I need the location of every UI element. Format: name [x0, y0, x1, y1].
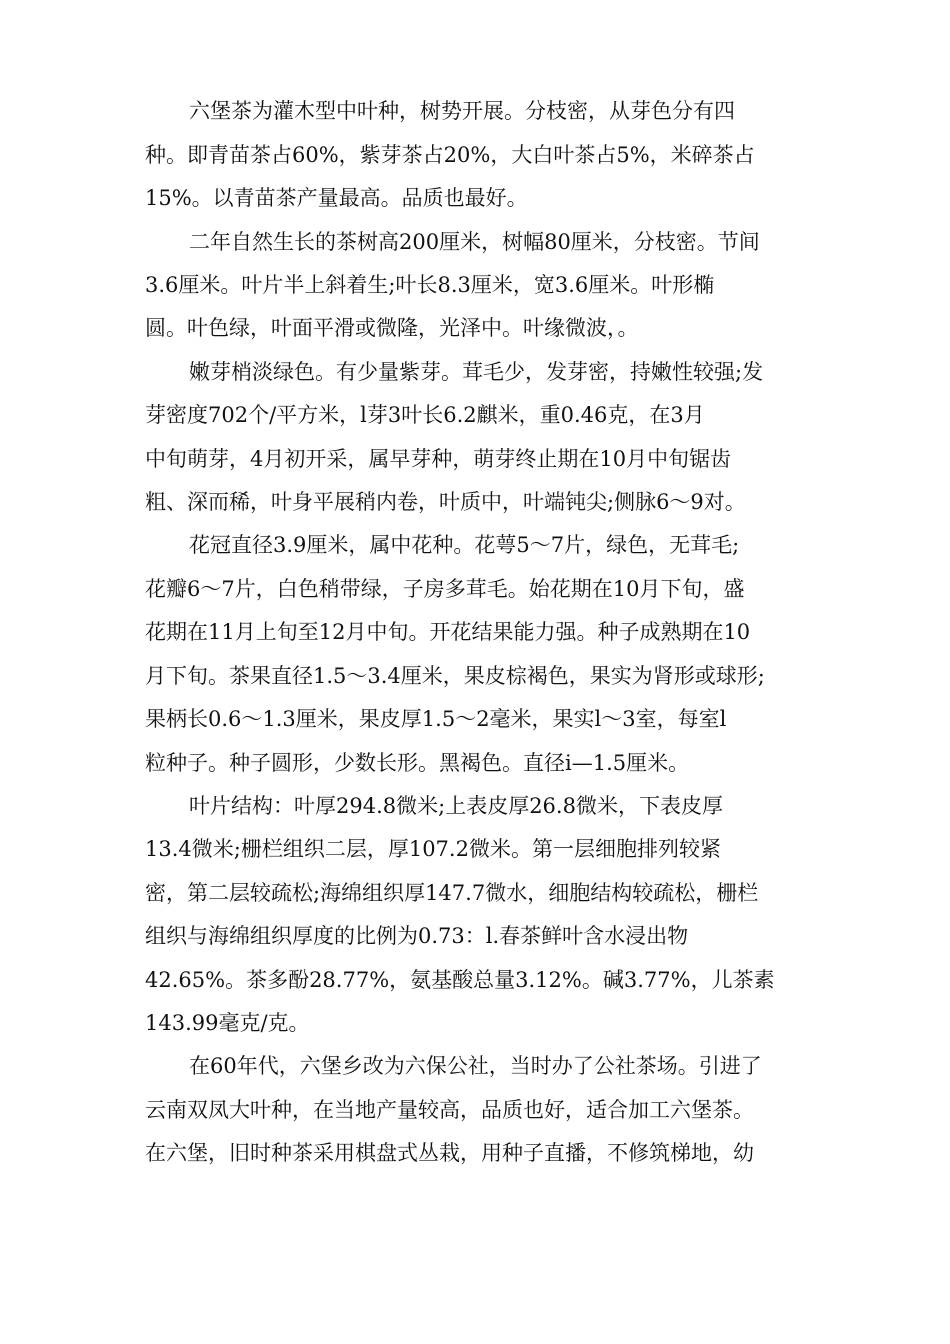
- text-line: 3.6厘米。叶片半上斜着生;叶长8.3厘米，宽3.6厘米。叶形椭: [145, 273, 715, 297]
- text-line: 15%。以青苗茶产量最高。品质也最好。: [145, 186, 528, 210]
- text-line: 花冠直径3.9厘米，属中花种。花萼5～7片，绿色，无茸毛;: [189, 533, 740, 557]
- text-line: 中旬萌芽，4月初开采，属早芽种，萌芽终止期在10月中旬锯齿: [145, 447, 732, 471]
- text-line: 粗、深而稀，叶身平展稍内卷，叶质中，叶端钝尖;侧脉6～9对。: [145, 490, 746, 514]
- text-line: 13.4微米;栅栏组织二层，厚107.2微米。第一层细胞排列较紧: [145, 837, 721, 861]
- text-line: 花期在11月上旬至12月中旬。开花结果能力强。种子成熟期在10: [145, 620, 751, 644]
- text-line: 云南双凤大叶种，在当地产量较高，品质也好，适合加工六堡茶。: [145, 1098, 754, 1122]
- text-line: 圆。叶色绿，叶面平滑或微隆，光泽中。叶缘微波，。: [145, 316, 639, 340]
- text-line: 42.65%。茶多酚28.77%，氨基酸总量3.12%。碱3.77%，儿茶素: [145, 968, 775, 992]
- text-line: 芽密度702个/平方米，l芽3叶长6.2麒米，重0.46克，在3月: [145, 403, 705, 427]
- text-line: 果柄长0.6～1.3厘米，果皮厚1.5～2毫米，果实l～3室，每室l: [145, 707, 727, 731]
- text-line: 在60年代，六堡乡改为六保公社，当时办了公社茶场。引进了: [189, 1054, 762, 1078]
- text-line: 密，第二层较疏松;海绵组织厚147.7微水，细胞结构较疏松，栅栏: [145, 881, 759, 905]
- text-line: 组织与海绵组织厚度的比例为0.73：l.春茶鲜叶含水浸出物: [145, 924, 689, 948]
- text-line: 花瓣6～7片，白色稍带绿，子房多茸毛。始花期在10月下旬，盛: [145, 577, 745, 601]
- text-line: 粒种子。种子圆形，少数长形。黑褐色。直径i—1.5厘米。: [145, 751, 690, 775]
- text-line: 在六堡，旧时种茶采用棋盘式丛栽，用种子直播，不修筑梯地，幼: [145, 1141, 754, 1165]
- text-line: 叶片结构：叶厚294.8微米;上表皮厚26.8微米，下表皮厚: [189, 794, 723, 818]
- text-line: 143.99毫克/克。: [145, 1011, 310, 1035]
- text-line: 月下旬。茶果直径1.5～3.4厘米，果皮棕褐色，果实为肾形或球形;: [145, 664, 765, 688]
- text-line: 嫩芽梢淡绿色。有少量紫芽。茸毛少，发芽密，持嫩性较强;发: [189, 360, 764, 384]
- text-line: 种。即青苗茶占60%，紫芽茶占20%，大白叶茶占5%，米碎茶占: [145, 143, 755, 167]
- text-line: 二年自然生长的茶树高200厘米，树幅80厘米，分枝密。节间: [189, 230, 760, 254]
- text-line: 六堡茶为灌木型中叶种，树势开展。分枝密，从芽色分有四: [189, 99, 735, 123]
